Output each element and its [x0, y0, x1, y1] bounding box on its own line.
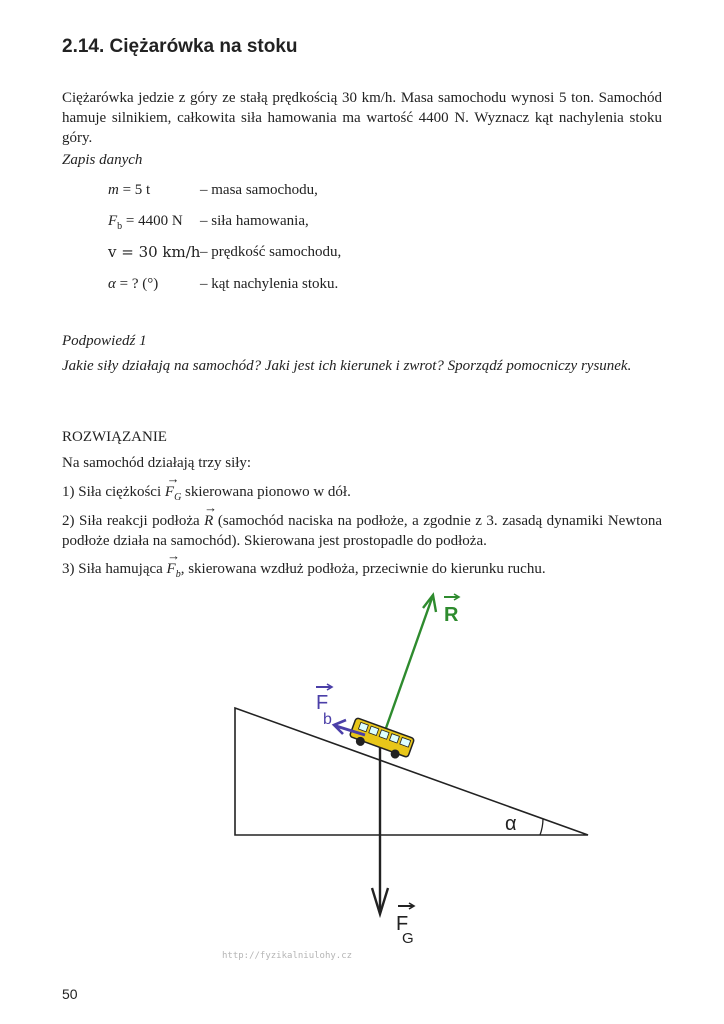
force-diagram — [0, 580, 724, 950]
page-number: 50 — [62, 986, 78, 1002]
given-mass-symbol: m — [108, 182, 119, 198]
solution-heading: ROZWIĄZANIE — [62, 429, 167, 445]
vector-fg-sub: G — [174, 492, 182, 503]
force-gravity-prefix: 1) Siła ciężkości — [62, 484, 165, 500]
force-reaction — [62, 511, 662, 551]
problem-text: Ciężarówka jedzie z góry ze stałą prędkością 30 km/h. Masa samochodu wynosi 5 ton. Samochód hamuje silnikiem, całkowita siła hamowania ma wartość 4400 N. Wyznacz kąt nachylenia stoku góry. — [62, 90, 662, 146]
vector-r-line — [380, 598, 432, 745]
vector-r-symbol — [204, 511, 213, 531]
solution-intro: Na samochód działają trzy siły: — [62, 455, 252, 471]
force-braking-prefix: 3) Siła hamująca — [62, 561, 167, 577]
given-angle-value: = ? (°) — [115, 276, 159, 292]
force-braking-suffix: , skierowana wzdłuż podłoża, przeciwnie do kierunku ruchu. — [180, 561, 546, 577]
watermark: http://fyzikalniulohy.cz — [222, 951, 353, 961]
incline-triangle — [235, 708, 588, 835]
vector-fb-sub: b — [175, 569, 181, 580]
given-force-value: = 4400 N — [122, 213, 183, 229]
force-gravity — [62, 482, 662, 508]
given-angle-desc: – kąt nachylenia stoku. — [200, 276, 339, 292]
given-mass-desc: – masa samochodu, — [200, 182, 318, 198]
vector-fg-symbol — [165, 482, 181, 508]
given-mass-value: = 5 t — [118, 182, 151, 198]
given-speed-symbol: v = 30 km/h — [108, 243, 201, 261]
given-force-symbol: F — [108, 213, 118, 229]
label-fb: F — [316, 692, 329, 714]
vector-fg-letter: F — [164, 484, 175, 500]
given-force-desc: – siła hamowania, — [200, 213, 309, 229]
given-angle-symbol: α — [108, 276, 116, 292]
label-fg: F — [396, 913, 409, 935]
hint-text: Jakie siły działają na samochód? Jaki jest ich kierunek i zwrot? Sporządź pomocniczy rysunek. — [62, 358, 632, 374]
label-fb-sub: b — [323, 711, 332, 728]
label-fg-sub: G — [402, 930, 414, 947]
angle-arc — [540, 819, 543, 835]
data-heading: Zapis danych — [62, 152, 143, 168]
hint-heading: Podpowiedź 1 — [62, 333, 147, 349]
label-r: R — [444, 604, 459, 626]
force-reaction-prefix: 2) Siła reakcji podłoża — [62, 513, 205, 529]
force-reaction-suffix: (samochód naciska na podłoże, a zgodnie z 3. zasadą dynamiki Newtona podłoże działa na samochód). Skierowana jest prostopadle do podłoża. — [62, 513, 662, 549]
given-speed-desc: – prędkość samochodu, — [200, 244, 342, 260]
page-title: 2.14. Ciężarówka na stoku — [62, 36, 298, 57]
label-alpha: α — [505, 813, 517, 835]
vector-fb-letter: F — [166, 561, 176, 577]
force-gravity-suffix: skierowana pionowo w dół. — [181, 484, 351, 500]
vector-r-letter: R — [204, 513, 214, 529]
given-force-sub: b — [117, 221, 123, 232]
